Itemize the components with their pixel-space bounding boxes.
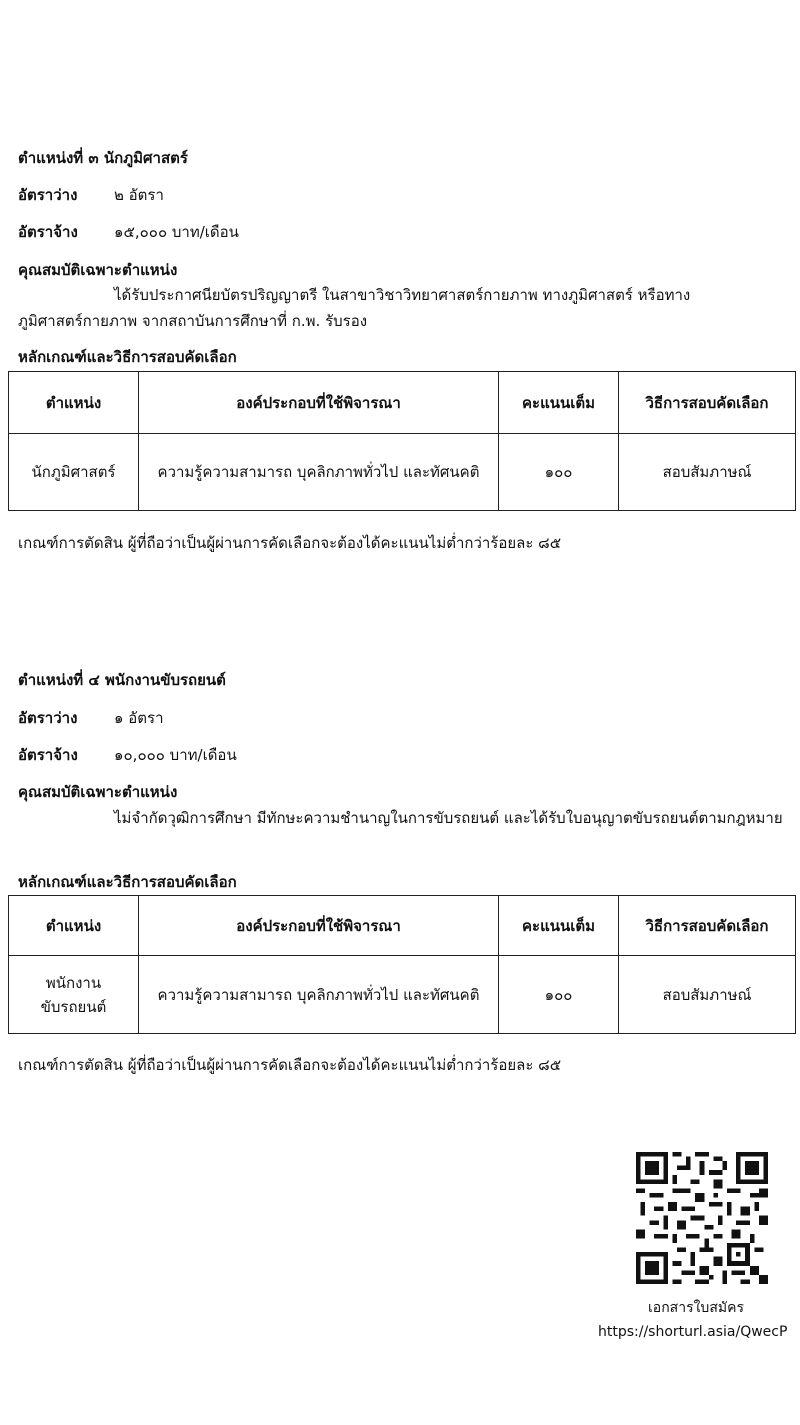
table-header-row	[9, 372, 796, 434]
section-4-salary-value: ๑๐,๐๐๐ บาท/เดือน	[114, 746, 237, 764]
cell-criteria: ความรู้ความสามารถ บุคลิกภาพทั่วไป และทัศนคติ	[139, 434, 499, 511]
section-3-criteria-table	[8, 371, 796, 511]
section-4-vacancy-value: ๑ อัตรา	[114, 709, 164, 727]
header-position: ตำแหน่ง	[9, 372, 139, 434]
section-4-criteria-table	[8, 895, 796, 1034]
section-3-qualification-heading: คุณสมบัติเฉพาะตำแหน่ง	[18, 261, 178, 279]
section-4-heading: ตำแหน่งที่ ๔ พนักงานขับรถยนต์	[18, 671, 226, 689]
section-3-heading: ตำแหน่งที่ ๓ นักภูมิศาสตร์	[18, 149, 188, 167]
table-header-row	[9, 896, 796, 956]
header-criteria: องค์ประกอบที่ใช้พิจารณา	[139, 372, 499, 434]
table-row	[9, 434, 796, 511]
section-4-salary-label: อัตราจ้าง	[18, 746, 78, 764]
cell-criteria: ความรู้ความสามารถ บุคลิกภาพทั่วไป และทัศนคติ	[139, 956, 499, 1034]
section-4-qualification-body: ไม่จำกัดวุฒิการศึกษา มีทักษะความชำนาญในการขับรถยนต์ และได้รับใบอนุญาตขับรถยนต์ตามกฎหมาย	[114, 809, 783, 827]
section-3-salary-value: ๑๕,๐๐๐ บาท/เดือน	[114, 223, 239, 241]
table-row	[9, 956, 796, 1034]
section-3-vacancy-value: ๒ อัตรา	[114, 186, 164, 204]
header-full-score: คะแนนเต็ม	[499, 896, 619, 956]
header-full-score: คะแนนเต็ม	[499, 372, 619, 434]
section-3-decision: เกณฑ์การตัดสิน ผู้ที่ถือว่าเป็นผู้ผ่านการคัดเลือกจะต้องได้คะแนนไม่ต่ำกว่าร้อยละ ๘๕	[18, 534, 562, 552]
qr-caption: เอกสารใบสมัคร	[648, 1300, 744, 1316]
cell-full-score: ๑๐๐	[499, 956, 619, 1034]
application-link[interactable]: https://shorturl.asia/QwecP	[598, 1324, 788, 1340]
section-4-qualification-heading: คุณสมบัติเฉพาะตำแหน่ง	[18, 783, 178, 801]
qr-code-icon[interactable]	[636, 1152, 768, 1284]
header-criteria: องค์ประกอบที่ใช้พิจารณา	[139, 896, 499, 956]
section-4-decision: เกณฑ์การตัดสิน ผู้ที่ถือว่าเป็นผู้ผ่านการคัดเลือกจะต้องได้คะแนนไม่ต่ำกว่าร้อยละ ๘๕	[18, 1056, 562, 1074]
section-4-qualification-text	[18, 805, 792, 831]
section-4-vacancy-label: อัตราว่าง	[18, 709, 78, 727]
section-3-vacancy-label: อัตราว่าง	[18, 186, 78, 204]
cell-full-score: ๑๐๐	[499, 434, 619, 511]
section-3-criteria-heading: หลักเกณฑ์และวิธีการสอบคัดเลือก	[18, 348, 237, 366]
cell-position	[9, 956, 139, 1034]
header-position: ตำแหน่ง	[9, 896, 139, 956]
section-4-criteria-heading: หลักเกณฑ์และวิธีการสอบคัดเลือก	[18, 873, 237, 891]
cell-position-line1: พนักงาน	[45, 973, 102, 992]
cell-position-line2: ขับรถยนต์	[40, 997, 107, 1016]
cell-position: นักภูมิศาสตร์	[9, 434, 139, 511]
cell-method: สอบสัมภาษณ์	[619, 956, 796, 1034]
section-3-qualification-text	[18, 282, 792, 334]
header-method: วิธีการสอบคัดเลือก	[619, 896, 796, 956]
cell-method: สอบสัมภาษณ์	[619, 434, 796, 511]
header-method: วิธีการสอบคัดเลือก	[619, 372, 796, 434]
section-3-qualification-body: ได้รับประกาศนียบัตรปริญญาตรี ในสาขาวิชาวิทยาศาสตร์กายภาพ ทางภูมิศาสตร์ หรือทางภูมิศาสตร์กายภาพ จากสถาบันการศึกษาที่ ก.พ. รับรอง	[18, 286, 691, 330]
section-3-salary-label: อัตราจ้าง	[18, 223, 78, 241]
